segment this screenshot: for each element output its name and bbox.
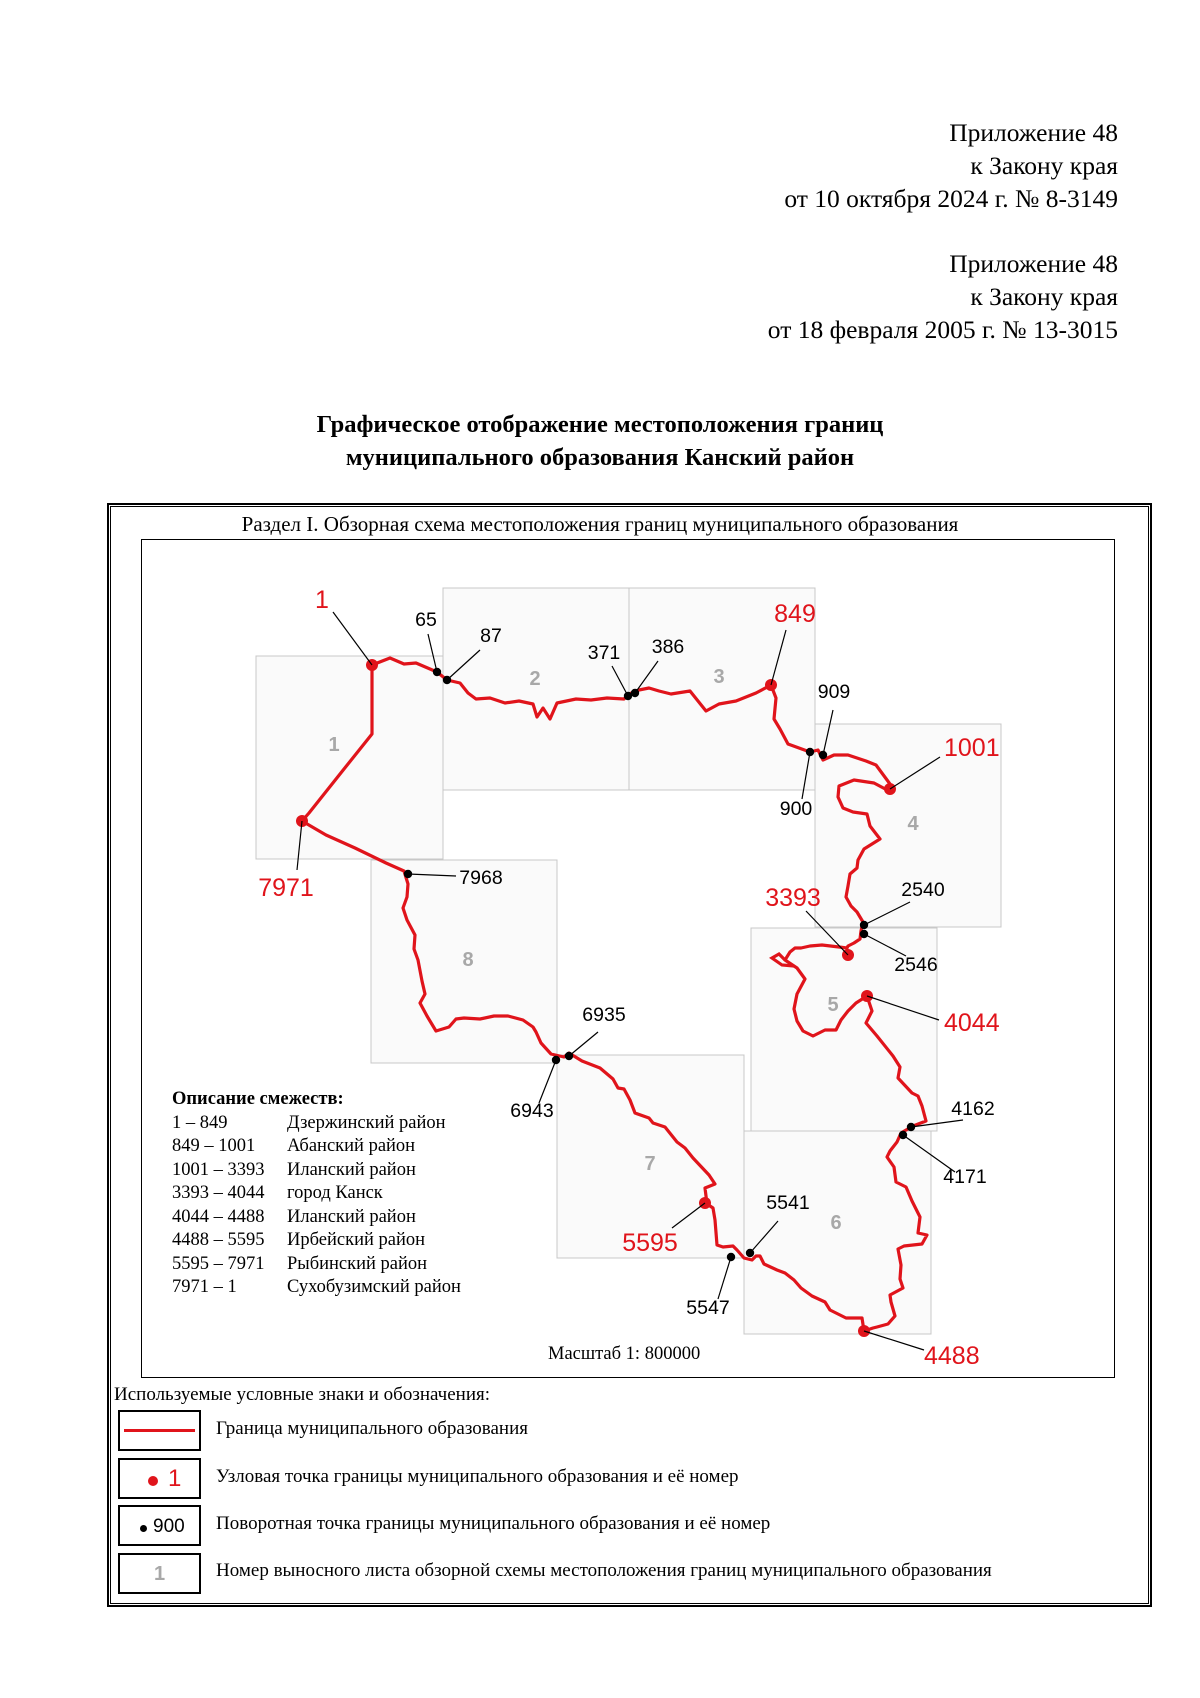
section-title: Раздел I. Обзорная схема местоположения границ муниципального образования: [241, 512, 959, 536]
sheet-1: [256, 656, 443, 859]
appendix-line: Приложение 48: [949, 249, 1118, 278]
turn-point-label-5541: 5541: [766, 1192, 810, 1214]
turn-point-label-4162: 4162: [951, 1098, 995, 1120]
node-point-label-5595: 5595: [622, 1229, 678, 1257]
adjacency-row: [172, 1112, 461, 1136]
sheet-label-8: 8: [462, 949, 474, 971]
adjacency-row: [172, 1135, 461, 1159]
boundary-line-icon: [124, 1429, 195, 1432]
legend-text: Граница муниципального образования: [216, 1418, 528, 1439]
adjacency-name: Дзержинский район: [287, 1112, 446, 1133]
red-dot-icon: [148, 1476, 158, 1486]
callout-line: [718, 1257, 731, 1299]
adjacency-range: 7971 – 1: [172, 1277, 237, 1297]
turn-point-label-5547: 5547: [686, 1297, 730, 1319]
map-scale: Масштаб 1: 800000: [548, 1344, 701, 1364]
sheet-label-5: 5: [827, 994, 839, 1016]
adjacency-name: Рыбинский район: [287, 1253, 428, 1274]
adjacency-row: [172, 1253, 461, 1277]
adjacency-row: [172, 1229, 461, 1253]
adjacency-row: [172, 1206, 461, 1230]
turn-point-label-7968: 7968: [459, 867, 503, 889]
legend-sample-sheet: [118, 1553, 201, 1594]
callout-line: [569, 1032, 598, 1056]
legend-text: Номер выносного листа обзорной схемы местоположения границ муниципального образования: [216, 1560, 992, 1581]
legend-sample-number: 1: [168, 1465, 182, 1492]
node-point-label-849: 849: [774, 600, 816, 628]
sheet-label-7: 7: [644, 1153, 656, 1175]
node-point-label-1: 1: [315, 586, 329, 614]
title-line: Графическое отображение местоположения границ: [316, 411, 884, 438]
sheet-label-1: 1: [328, 734, 340, 756]
adjacency-range: 4044 – 4488: [172, 1206, 265, 1227]
node-point-label-1001: 1001: [944, 734, 1000, 762]
sheet-label-2: 2: [529, 668, 541, 690]
legend-text: Узловая точка границы муниципального образования и её номер: [216, 1466, 739, 1487]
appendix-line: от 10 октября 2024 г. № 8-3149: [784, 184, 1118, 213]
legend-sample-number: 900: [153, 1516, 185, 1537]
turn-point-label-386: 386: [651, 636, 685, 658]
adjacency-name: Иланский район: [287, 1159, 416, 1180]
legend-text: Поворотная точка границы муниципального образования и её номер: [216, 1513, 771, 1534]
turn-point-label-6943: 6943: [510, 1100, 554, 1122]
sheet-label-6: 6: [830, 1212, 842, 1234]
adjacency-name: Сухобузимский район: [287, 1277, 461, 1297]
node-point-label-7971: 7971: [258, 874, 314, 902]
black-dot-icon: [140, 1525, 147, 1532]
appendix-line: к Закону края: [970, 282, 1118, 311]
title-line: муниципального образования Канский район: [345, 444, 855, 471]
legend-sample-boundary: [118, 1410, 201, 1451]
turn-point-label-900: 900: [779, 798, 813, 820]
node-point-label-3393: 3393: [765, 884, 821, 912]
turn-point-label-909: 909: [817, 681, 851, 703]
turn-point-label-87: 87: [480, 625, 502, 647]
turn-point-label-4171: 4171: [943, 1166, 987, 1188]
sheet-label-3: 3: [713, 666, 725, 688]
legend-sample-node-point: [118, 1458, 201, 1499]
adjacency-range: 3393 – 4044: [172, 1183, 265, 1203]
turn-point-label-65: 65: [415, 609, 437, 631]
appendix-line: от 18 февраля 2005 г. № 13-3015: [767, 315, 1118, 344]
turn-point-label-2546: 2546: [894, 954, 938, 976]
turn-point-label-6935: 6935: [582, 1004, 626, 1026]
node-point-label-4044: 4044: [944, 1009, 1000, 1037]
adjacency-range: 5595 – 7971: [172, 1253, 265, 1274]
appendix-line: к Закону края: [970, 151, 1118, 180]
adjacency-name: Иланский район: [287, 1206, 416, 1227]
adjacency-name: город Канск: [287, 1183, 383, 1203]
callout-line: [539, 1060, 556, 1103]
adjacency-row: [172, 1159, 461, 1183]
adjacency-range: 4488 – 5595: [172, 1230, 265, 1250]
adjacency-heading: Описание смежеств:: [172, 1089, 344, 1109]
adjacency-name: Ирбейский район: [287, 1230, 426, 1250]
adjacency-range: 1001 – 3393: [172, 1159, 265, 1180]
appendix-line: Приложение 48: [949, 118, 1118, 147]
legend-sample-turn-point: [118, 1505, 201, 1546]
legend-title: Используемые условные знаки и обозначения:: [114, 1384, 491, 1405]
adjacency-name: Абанский район: [287, 1136, 416, 1156]
adjacency-row: [172, 1182, 461, 1206]
legend-sample-number: 1: [153, 1563, 166, 1585]
node-point-label-4488: 4488: [924, 1342, 980, 1370]
sheet-label-4: 4: [907, 813, 919, 835]
adjacency-row: [172, 1276, 461, 1300]
turn-point-label-2540: 2540: [901, 879, 945, 901]
adjacency-range: 849 – 1001: [172, 1136, 256, 1156]
turn-point-label-371: 371: [587, 642, 621, 664]
adjacency-range: 1 – 849: [172, 1112, 228, 1133]
adjacency-description: [172, 1088, 461, 1300]
